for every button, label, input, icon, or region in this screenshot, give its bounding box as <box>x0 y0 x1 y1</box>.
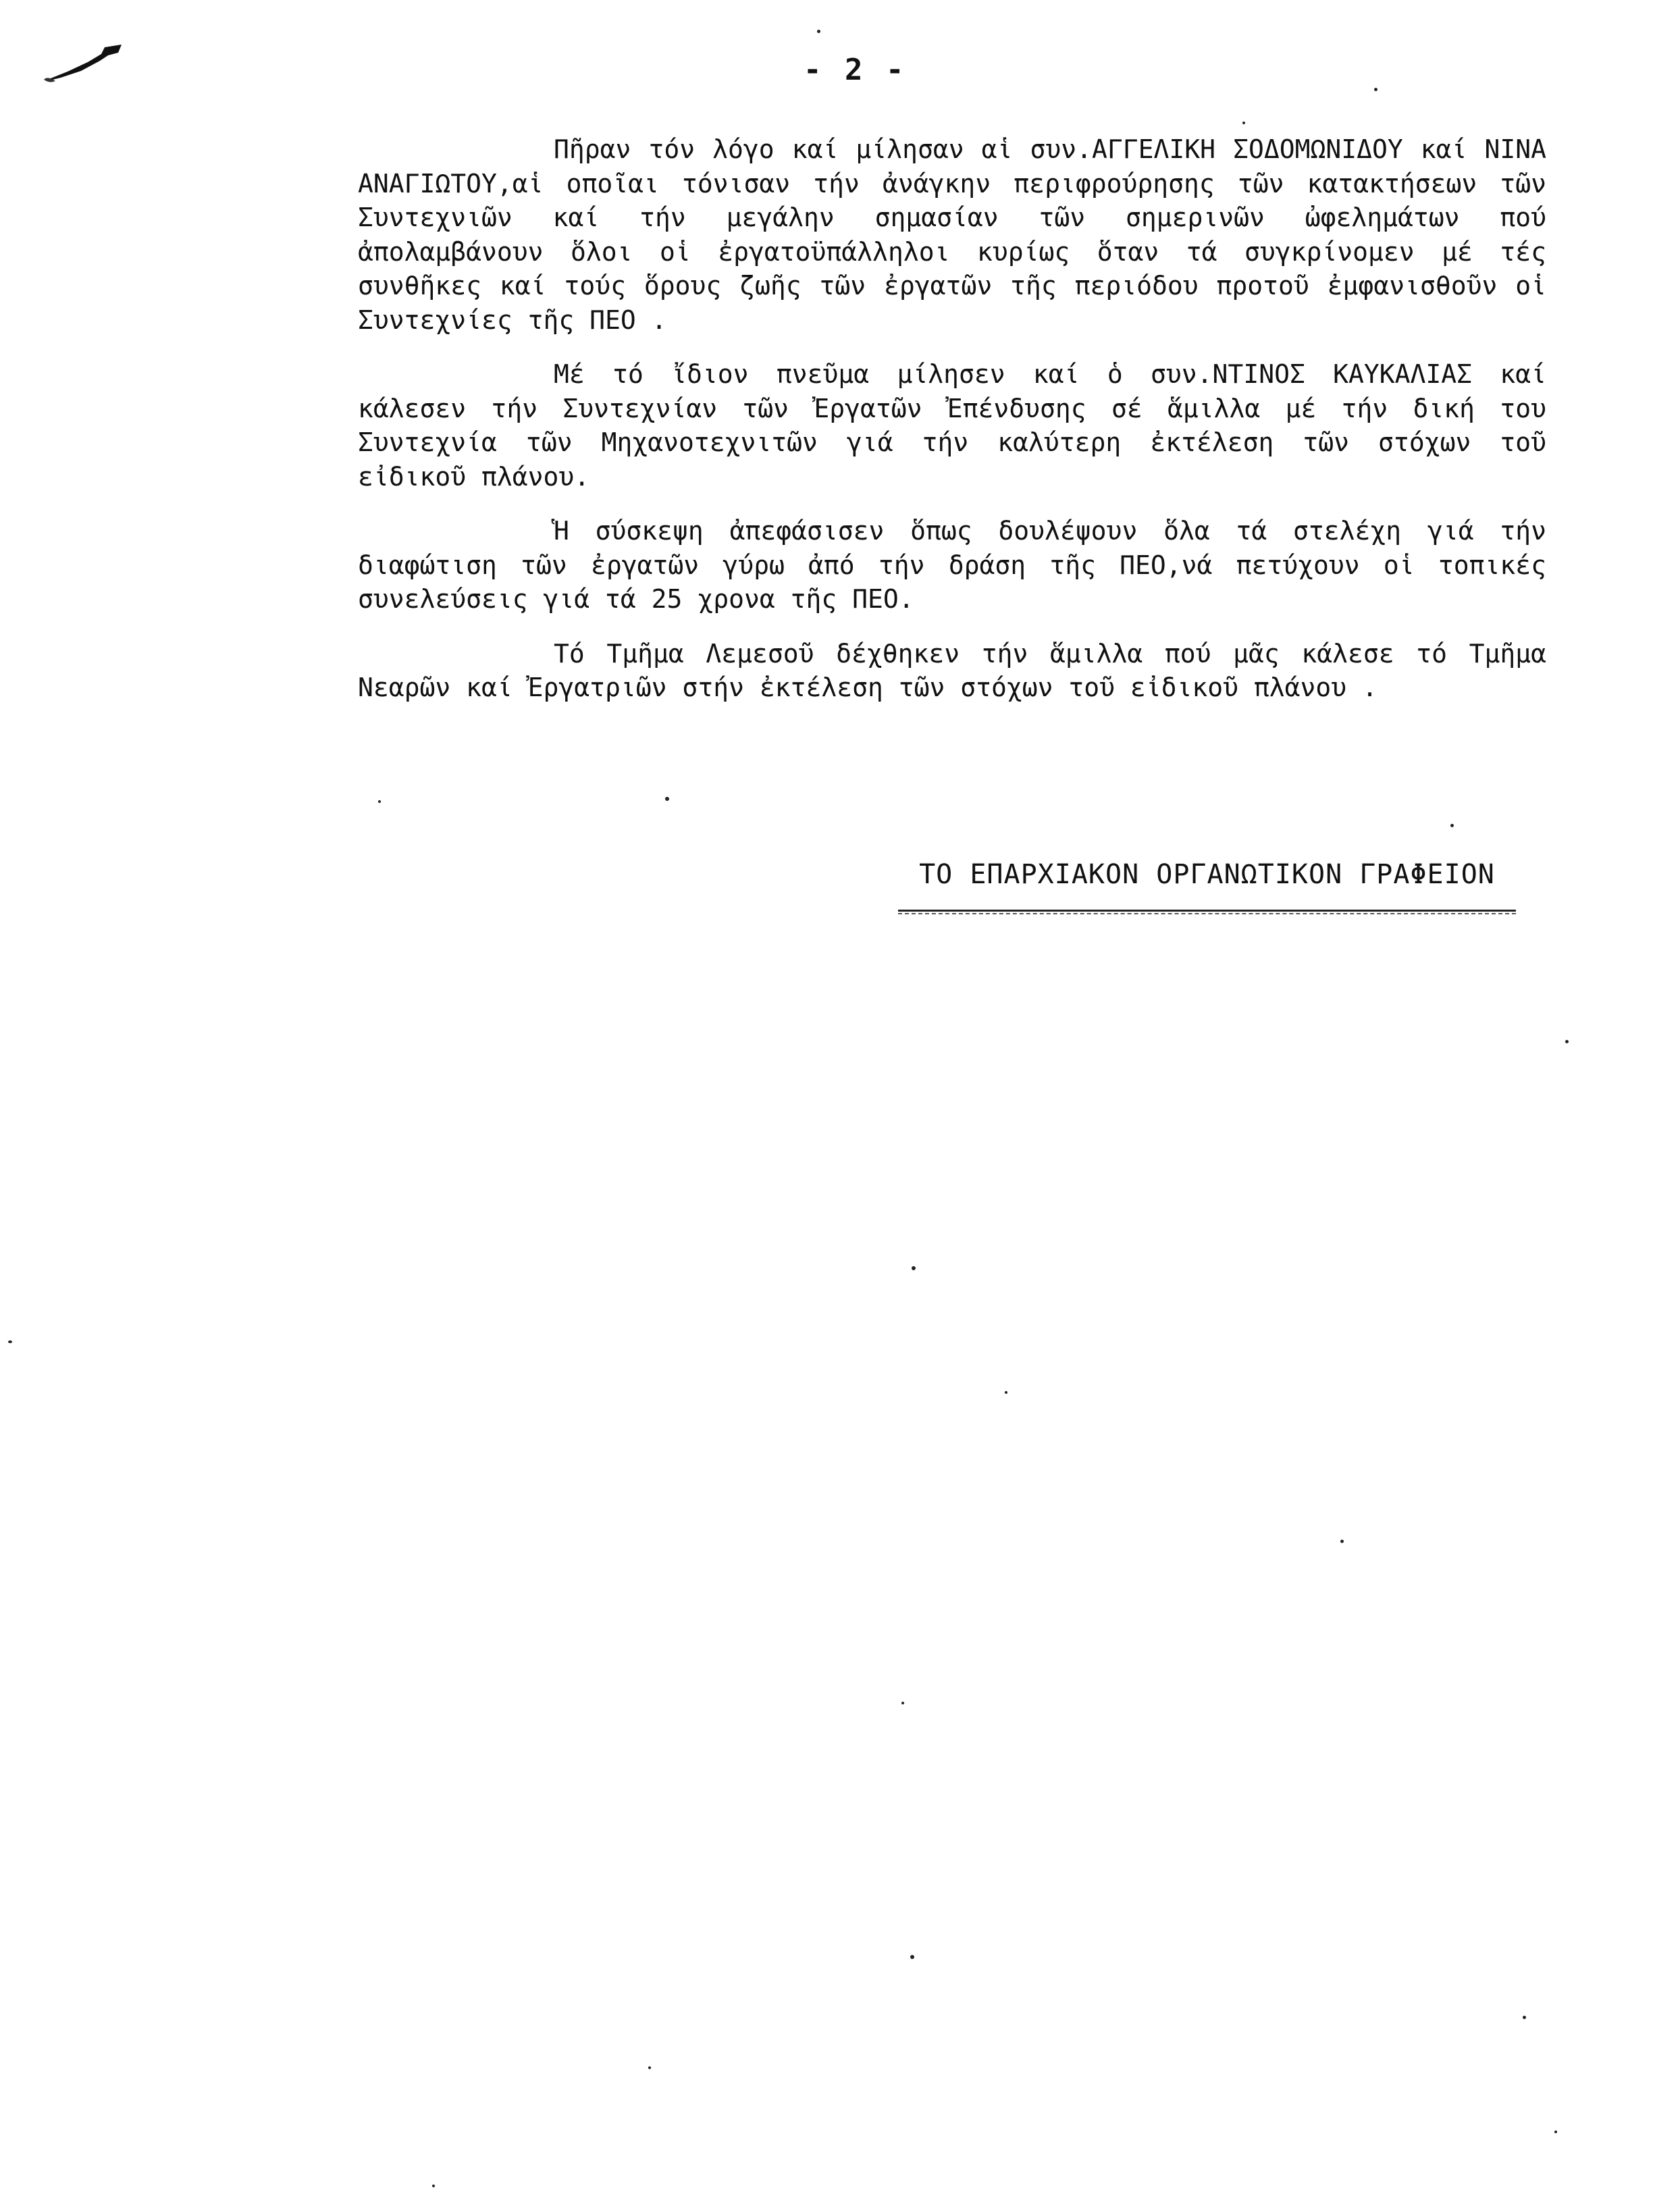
letter-body <box>358 132 1546 725</box>
scan-speck <box>1565 1040 1569 1043</box>
scan-speck <box>8 1340 12 1343</box>
paragraph-decision: Ἡ σύσκεψη ἀπεφάσισεν ὅπως δουλέψουν ὅλα τά στελέχη γιά τήν διαφώτιση τῶν ἐργατῶν γύρω ἀπό τήν δράση τῆς ΠΕΟ,νά πετύχουν οἱ τοπικές συνελεύσεις γιά τά 25 χρονα τῆς ΠΕΟ. <box>358 516 1546 614</box>
scan-speck <box>432 2185 435 2187</box>
paragraph-speakers: Πῆραν τόν λόγο καί μίλησαν αἱ συν.ΑΓΓΕΛΙΚΗ ΣΟΔΟΜΩΝΙΔΟΥ καί ΝΙΝΑ ΑΝΑΓΙΩΤΟΥ,αἱ οποῖαι τόνισαν τήν ἀνάγκην περιφρούρησης τῶν κατακτήσεων τῶν Συντεχνιῶν καί τήν μεγάλην σημασίαν τῶν σημερινῶν ὠφελημάτων πού ἀπολαμβάνουν ὅλοι οἱ ἐργατοϋπάλληλοι κυρίως ὅταν τά συγκρίνομεν μέ τές συνθῆκες καί τούς ὅρους ζωῆς τῶν ἐργατῶν τῆς περιόδου προτοῦ ἐμφανισθοῦν οἱ Συντεχνίες τῆς ΠΕΟ . <box>358 134 1546 335</box>
ink-blot-mark <box>41 41 122 95</box>
scan-speck <box>648 2066 651 2069</box>
scan-speck <box>1554 2131 1557 2133</box>
scan-speck <box>665 797 669 801</box>
signature-office: ΤΟ ΕΠΑΡΧΙΑΚΟΝ ΟΡΓΑΝΩΤΙΚΟΝ ΓΡΑΦΕΙΟΝ <box>919 859 1495 890</box>
scan-speck <box>1340 1540 1344 1543</box>
scan-speck <box>1450 824 1454 827</box>
page-number: - 2 - <box>804 53 907 87</box>
scan-speck <box>901 1702 904 1704</box>
scan-speck <box>912 1266 916 1270</box>
scan-speck <box>910 1955 914 1959</box>
scan-speck <box>1374 88 1377 91</box>
scan-speck <box>817 30 820 33</box>
scan-speck <box>378 800 381 803</box>
scan-speck <box>1005 1391 1007 1394</box>
scan-speck <box>1523 2016 1526 2019</box>
paragraph-challenge: Μέ τό ἴδιον πνεῦμα μίλησεν καί ὁ συν.ΝΤΙΝΟΣ ΚΑΥΚΑΛΙΑΣ καί κάλεσεν τήν Συντεχνίαν τῶν Ἐργατῶν Ἐπένδυσης σέ ἅμιλλα μέ τήν δική του Συντεχνία τῶν Μηχανοτεχνιτῶν γιά τήν καλύτερη ἐκτέλεση τῶν στόχων τοῦ εἰδικοῦ πλάνου. <box>358 359 1546 492</box>
scan-speck <box>1242 122 1245 124</box>
signature-underline <box>898 910 1516 914</box>
paragraph-acceptance: Τό Τμῆμα Λεμεσοῦ δέχθηκεν τήν ἅμιλλα πού μᾶς κάλεσε τό Τμῆμα Νεαρῶν καί Ἐργατριῶν στήν ἐκτέλεση τῶν στόχων τοῦ εἰδικοῦ πλάνου . <box>358 638 1546 702</box>
